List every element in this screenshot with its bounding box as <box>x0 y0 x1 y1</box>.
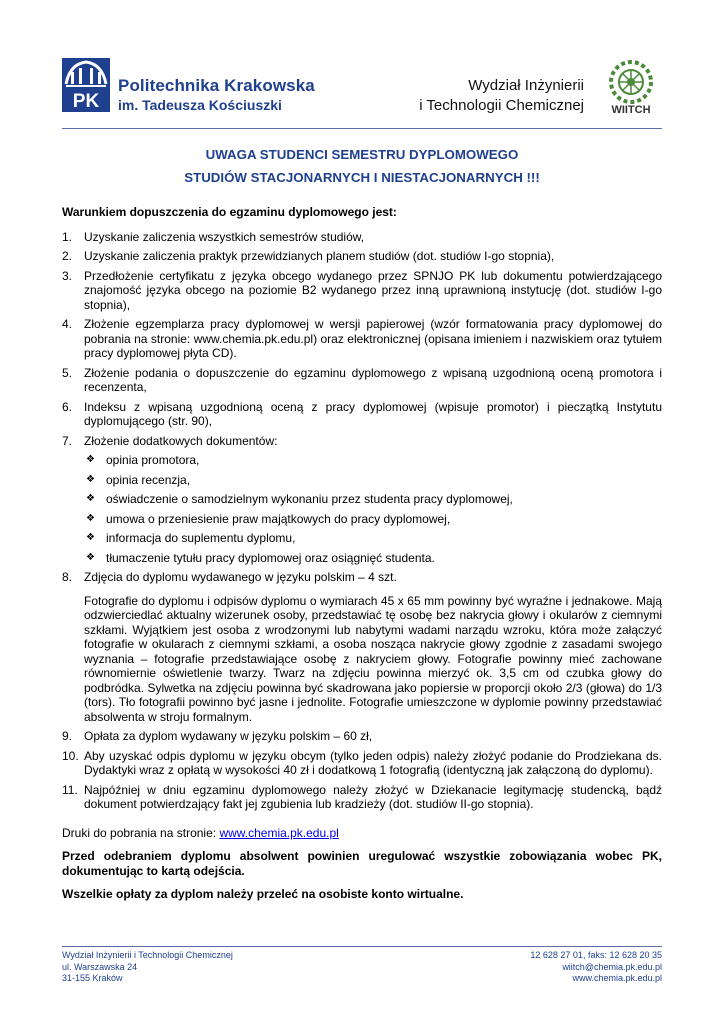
footer-contact <box>530 950 662 985</box>
intro-heading: Warunkiem dopuszczenia do egzaminu dyplomowego jest: <box>62 205 397 219</box>
diamond-bullet-icon: ❖ <box>86 551 95 563</box>
item-number: 10. <box>62 748 79 763</box>
letterhead <box>62 56 662 128</box>
sub-item-text: umowa o przeniesienie praw majątkowych do pracy dyplomowej, <box>106 511 451 526</box>
diamond-bullet-icon: ❖ <box>86 454 95 465</box>
item-text: Uzyskanie zaliczenia wszystkich semestrów studiów, <box>84 229 365 244</box>
footer-website[interactable]: www.chemia.pk.edu.pl <box>572 973 662 983</box>
item-text: Złożenie egzemplarza pracy dyplomowej w wersji papierowej (wzór formatowania pracy dyplomowej do pobrania na stronie: www.chemia.pk.edu.pl) oraz elektronicznej (opisana imieniem i nazwiskiem oraz tytułem pracy dyplomowej płyta CD). <box>84 317 662 360</box>
list-item <box>62 570 662 724</box>
diamond-bullet-icon: ❖ <box>86 473 95 485</box>
item-text: Indeksu z wpisaną uzgodnioną oceną z pracy dyplomowej (wpisuje promotor) i pieczątką Instytutu dyplomującego (str. 90), <box>84 399 662 428</box>
sub-list-item <box>84 551 662 566</box>
list-item <box>62 249 662 264</box>
university-name-line2: im. Tadeusza Kościuszki <box>118 97 282 113</box>
witch-logo-text: WIITCH <box>611 104 651 116</box>
university-name-line1: Politechnika Krakowska <box>118 76 315 95</box>
diamond-bullet-icon: ❖ <box>86 493 95 504</box>
item-text: Uzyskanie zaliczenia praktyk przewidzianych planem studiów (dot. studiów I-go stopnia), <box>84 249 555 263</box>
list-item <box>62 400 662 429</box>
faculty-name <box>419 76 584 116</box>
item-number: 1. <box>62 229 73 244</box>
faculty-name-line1: Wydział Inżynierii <box>468 77 584 94</box>
item-text: Przedłożenie certyfikatu z języka obcego wydanego przez SPNJO PK lub dokumentu potwierdzającego znajomość języka obcego na poziomie B2 wydanego przez inną uprawnioną instytucję (dot. studiów I-go stopnia), <box>84 268 662 312</box>
pk-logo-letters: PK <box>72 91 100 112</box>
title-line2: STUDIÓW STACJONARNYCH I NIESTACJONARNYCH !!! <box>184 170 540 185</box>
item-number: 2. <box>62 249 73 263</box>
footer-faculty: Wydział Inżynierii i Technologii Chemicznej <box>62 950 233 960</box>
download-link[interactable]: www.chemia.pk.edu.pl <box>219 825 339 840</box>
item-text: Najpóźniej w dniu egzaminu dyplomowego należy złożyć w Dziekanacie legitymację studencką, bądź dokument potwierdzający fakt jej zgubienia lub kradzieży (dot. studiów II-go stopnia). <box>84 782 662 811</box>
document-title <box>62 143 662 189</box>
item-text: Opłata za dyplom wydawany w języku polskim – 60 zł, <box>84 729 373 743</box>
footer-phone: 12 628 27 01, faks: 12 628 20 35 <box>530 950 662 960</box>
sub-item-text: opinia promotora, <box>106 453 200 467</box>
clearance-notice: Przed odebraniem dyplomu absolwent powinien uregulować wszystkie zobowiązania wobec PK, dokumentując to kartą odejścia. <box>62 849 662 878</box>
item-number: 8. <box>62 570 73 584</box>
requirements-list <box>62 230 662 812</box>
diamond-bullet-icon: ❖ <box>86 512 95 524</box>
item-number: 9. <box>62 729 73 743</box>
sub-list-item <box>84 492 662 507</box>
item-number: 6. <box>62 399 73 414</box>
item-number: 7. <box>62 433 73 448</box>
header-divider <box>62 128 662 129</box>
pk-logo <box>62 58 110 112</box>
download-label: Druki do pobrania na stronie: <box>62 825 220 840</box>
list-item <box>62 230 662 245</box>
title-line1: UWAGA STUDENCI SEMESTRU DYPLOMOWEGO <box>205 147 519 162</box>
footer-city: 31-155 Kraków <box>62 973 123 983</box>
footer-email[interactable]: wiitch@chemia.pk.edu.pl <box>562 961 662 972</box>
item-number: 5. <box>62 365 73 380</box>
faculty-name-line2: i Technologii Chemicznej <box>419 97 584 114</box>
sub-list-item <box>84 512 662 527</box>
item-text: Zdjęcia do dyplomu wydawanego w języku polskim – 4 szt. <box>84 570 397 584</box>
footer-street: ul. Warszawska 24 <box>62 961 138 972</box>
list-item <box>62 434 662 566</box>
sub-item-text: oświadczenie o samodzielnym wykonaniu przez studenta pracy dyplomowej, <box>106 492 513 506</box>
sub-list-item <box>84 453 662 468</box>
item-text: Złożenie podania o dopuszczenie do egzaminu dyplomowego z wpisaną uzgodnioną oceną promotora i recenzenta, <box>84 365 662 394</box>
item-number: 4. <box>62 317 73 331</box>
photo-requirements-paragraph: Fotografie do dyplomu i odpisów dyplomu o wymiarach 45 x 65 mm powinny być wyraźne i jednakowe. Mają odzwierciedlać aktualny wizerunek osoby, przedstawiać tę osobę bez nakrycia głowy i okularów z ciemnymi szkłami. Wyjątkiem jest osoba z wrodzonymi lub nabytymi wadami narządu wzroku, która może załączyć fotografie w okularach z ciemnymi szkłami, a osoba nosząca nakrycie głowy zgodnie z zasadami swojego wyznania – fotografie przedstawiające osobę z nakryciem głowy. Fotografie powinny mieć zachowane równomiernie oświetlenie twarzy. Twarz na zdjęciu powinna mierzyć ok. 3,5 cm od czubka głowy do podbródka. Sylwetka na zdjęciu powinna być skadrowana jako popiersie w proporcji około 2/3 (głowa) do 1/3 (tors). Tło fotografii powinno być jasne i jednolite. Fotografie umieszczone w dyplomie powinny przedstawiać absolwenta w stroju formalnym. <box>84 593 662 724</box>
list-item <box>62 729 662 744</box>
sub-list-item <box>84 473 662 488</box>
item-number: 11. <box>62 782 78 797</box>
sub-item-text: informacja do suplementu dyplomu, <box>106 531 296 545</box>
list-item <box>62 317 662 361</box>
university-name <box>118 76 315 114</box>
footer-address <box>62 950 233 985</box>
sub-list-item <box>84 531 662 546</box>
payment-notice: Wszelkie opłaty za dyplom należy przeleć na osobiste konto wirtualne. <box>62 887 464 901</box>
item-text: Aby uzyskać odpis dyplomu w języku obcym (tylko jeden odpis) należy złożyć podanie do Prodziekana ds. Dydaktyki wraz z opłatą w wysokości 40 zł i dodatkową 1 fotografią (identyczną jak załączoną do dyplomu). <box>84 748 662 777</box>
additional-documents-list <box>84 453 662 565</box>
item-number: 3. <box>62 268 73 283</box>
list-item <box>62 269 662 313</box>
diamond-bullet-icon: ❖ <box>86 532 95 543</box>
list-item <box>62 783 662 812</box>
sub-item-text: tłumaczenie tytułu pracy dyplomowej oraz osiągnięć studenta. <box>106 550 435 565</box>
footer-divider <box>62 946 662 947</box>
download-line <box>62 826 662 841</box>
sub-item-text: opinia recenzja, <box>106 472 191 487</box>
list-item <box>62 749 662 778</box>
item-text: Złożenie dodatkowych dokumentów: <box>84 433 278 448</box>
document-body <box>62 205 662 902</box>
list-item <box>62 366 662 395</box>
witch-logo <box>600 58 662 116</box>
